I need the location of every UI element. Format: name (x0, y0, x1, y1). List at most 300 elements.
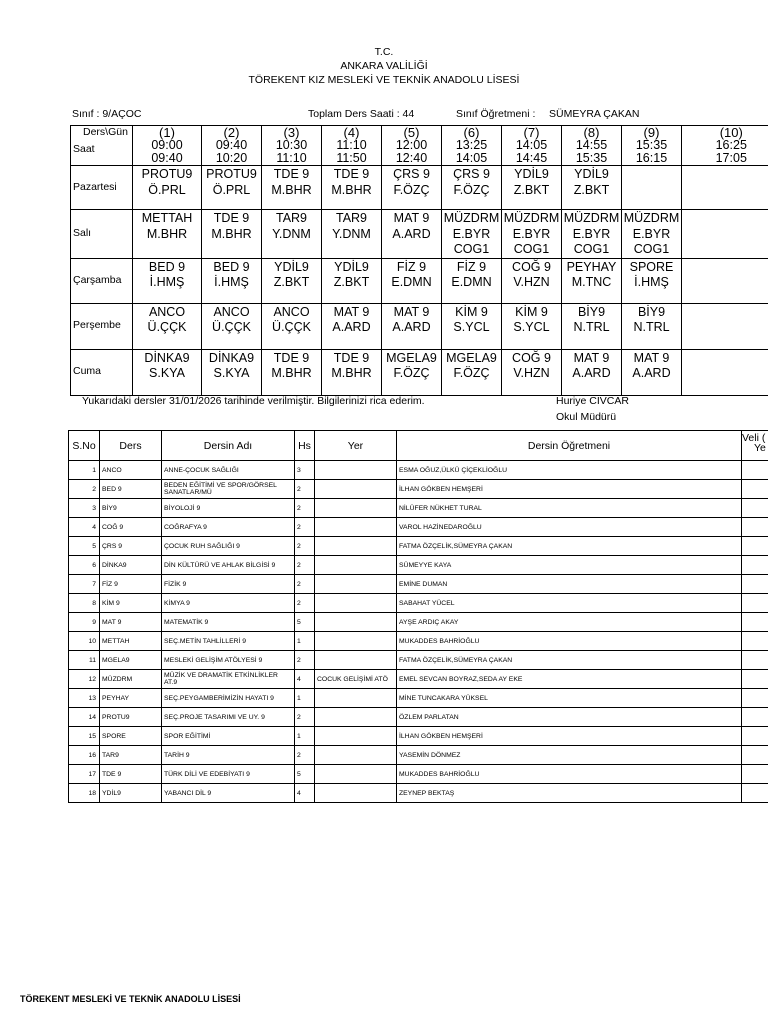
course-number: 2 (69, 480, 100, 499)
course-hours: 2 (295, 746, 315, 765)
course-name: BİYOLOJİ 9 (162, 499, 295, 518)
course-name: MÜZİK VE DRAMATİK ETKİNLİKLER AT.9 (162, 670, 295, 689)
course-place (315, 518, 397, 537)
timetable-day-row (71, 258, 768, 303)
lesson-cell (382, 258, 442, 303)
period-header (622, 126, 682, 166)
course-code: DİNKA9 (100, 556, 162, 575)
course-code: BED 9 (100, 480, 162, 499)
parent-signature-cell (742, 784, 768, 803)
lesson-teacher: Z.BKT (513, 182, 550, 197)
lesson-code: PEYHAY (566, 259, 617, 274)
course-code: PROTU9 (100, 708, 162, 727)
course-number: 4 (69, 518, 100, 537)
period-header (562, 126, 622, 166)
course-row (69, 518, 768, 537)
header-course-name: Dersin Adı (162, 431, 295, 461)
course-name: ANNE-ÇOCUK SAĞLIĞI (162, 461, 295, 480)
lesson-cell (682, 210, 768, 259)
lesson-teacher: İ.HMŞ (149, 275, 185, 289)
course-name: DİN KÜLTÜRÜ VE AHLAK BİLGİSİ 9 (162, 556, 295, 575)
lesson-teacher: E.DMN (451, 275, 492, 289)
lesson-code: TDE 9 (273, 350, 310, 365)
course-number: 10 (69, 632, 100, 651)
course-hours: 4 (295, 784, 315, 803)
lesson-teacher: S.YCL (513, 320, 550, 334)
course-code: BİY9 (100, 499, 162, 518)
lesson-cell (133, 258, 202, 303)
lesson-cell (262, 349, 322, 395)
course-number: 5 (69, 537, 100, 556)
period-start: 16:25 (715, 138, 747, 152)
course-name: MESLEKİ GELİŞİM ATÖLYESİ 9 (162, 651, 295, 670)
course-teacher: SABAHAT YÜCEL (397, 594, 742, 613)
course-teacher: ESMA OĞUZ,ÜLKÜ ÇİÇEKLİOĞLU (397, 461, 742, 480)
timetable-header-row (71, 126, 768, 166)
course-number: 17 (69, 765, 100, 784)
course-hours: 1 (295, 632, 315, 651)
parent-signature-cell (742, 613, 768, 632)
period-header (262, 126, 322, 166)
lesson-cell (442, 166, 502, 210)
timetable-day-row (71, 166, 768, 210)
course-code: ANCO (100, 461, 162, 480)
lesson-code: DİNKA9 (144, 350, 190, 365)
lesson-code: COĞ 9 (512, 259, 551, 274)
header-teacher: Dersin Öğretmeni (397, 431, 742, 461)
lesson-teacher: S.KYA (213, 366, 250, 380)
lesson-cell (682, 258, 768, 303)
corner-hour: Saat (73, 143, 95, 155)
period-end: 09:40 (151, 150, 183, 165)
course-hours: 3 (295, 461, 315, 480)
course-row (69, 594, 768, 613)
lesson-cell (622, 166, 682, 210)
timetable-day-row (71, 303, 768, 349)
lesson-code: MÜZDRM (563, 211, 620, 225)
course-hours: 2 (295, 575, 315, 594)
lesson-code: YDİL9 (514, 167, 549, 181)
parent-signature-cell (742, 651, 768, 670)
day-name: Çarşamba (71, 258, 133, 303)
course-place (315, 651, 397, 670)
lesson-code: YDİL9 (334, 259, 369, 274)
lesson-code: MÜZDRM (503, 211, 560, 225)
lesson-cell (382, 303, 442, 349)
period-end: 17:05 (715, 150, 747, 165)
period-number: (9) (643, 125, 660, 140)
lesson-cell (442, 303, 502, 349)
lesson-teacher: F.ÖZÇ (393, 366, 430, 380)
lesson-code: FİZ 9 (456, 259, 487, 274)
course-place (315, 632, 397, 651)
lesson-code: MÜZDRM (623, 211, 680, 225)
period-start: 14:55 (575, 138, 608, 152)
lesson-teacher: M.BHR (271, 366, 312, 380)
course-teacher: İLHAN GÖKBEN HEMŞERİ (397, 480, 742, 499)
course-number: 3 (69, 499, 100, 518)
course-row (69, 746, 768, 765)
lesson-code: MAT 9 (633, 350, 670, 365)
course-teacher: İLHAN GÖKBEN HEMŞERİ (397, 727, 742, 746)
course-number: 6 (69, 556, 100, 575)
course-teacher: ÖZLEM PARLATAN (397, 708, 742, 727)
course-number: 18 (69, 784, 100, 803)
course-row (69, 575, 768, 594)
lesson-cell (562, 210, 622, 259)
lesson-cell (133, 303, 202, 349)
lesson-cell (133, 349, 202, 395)
lesson-teacher: E.DMN (391, 275, 432, 289)
lesson-code: MAT 9 (393, 304, 430, 319)
lesson-teacher: Ü.ÇÇK (272, 320, 311, 334)
lesson-cell (502, 210, 562, 259)
header-place: Yer (315, 431, 397, 461)
lesson-teacher: A.ARD (332, 320, 371, 334)
course-name: TARİH 9 (162, 746, 295, 765)
lesson-code: KİM 9 (515, 304, 548, 319)
parent-signature-cell (742, 556, 768, 575)
timetable-day-row (71, 349, 768, 395)
lesson-code: ANCO (148, 304, 186, 319)
lesson-teacher: Ü.ÇÇK (212, 320, 251, 334)
lesson-cell (622, 349, 682, 395)
lesson-cell (502, 166, 562, 210)
parent-signature-cell (742, 689, 768, 708)
lesson-cell (682, 166, 768, 210)
course-code: FİZ 9 (100, 575, 162, 594)
period-header (682, 126, 768, 166)
lesson-cell (442, 258, 502, 303)
lesson-code: SPORE (629, 259, 674, 274)
lesson-cell (442, 210, 502, 259)
lesson-teacher: N.TRL (633, 320, 670, 334)
course-code: TDE 9 (100, 765, 162, 784)
course-row (69, 461, 768, 480)
course-number: 15 (69, 727, 100, 746)
course-code: KİM 9 (100, 594, 162, 613)
course-name: SEÇ.METİN TAHLİLLERİ 9 (162, 632, 295, 651)
day-name: Pazartesi (71, 166, 133, 210)
lesson-cell (442, 349, 502, 395)
lesson-code: BED 9 (213, 259, 250, 274)
class-teacher-name: SÜMEYRA ÇAKAN (549, 108, 640, 120)
course-teacher: VAROL HAZİNEDAROĞLU (397, 518, 742, 537)
lesson-cell (202, 349, 262, 395)
course-hours: 1 (295, 727, 315, 746)
lesson-cell (562, 258, 622, 303)
course-row (69, 632, 768, 651)
course-name: SPOR EĞİTİMİ (162, 727, 295, 746)
lesson-group: COG1 (513, 242, 550, 256)
course-teacher: EMEL SEVCAN BOYRAZ,SEDA AY EKE (397, 670, 742, 689)
lesson-cell (682, 349, 768, 395)
period-number: (3) (283, 125, 300, 140)
lesson-code: MGELA9 (446, 350, 497, 365)
course-teacher: EMİNE DUMAN (397, 575, 742, 594)
lesson-cell (322, 349, 382, 395)
footer-school-name: TÖREKENT MESLEKİ VE TEKNİK ANADOLU LİSESİ (20, 994, 241, 1004)
lesson-teacher: E.BYR (452, 226, 491, 241)
course-row (69, 708, 768, 727)
course-code: METTAH (100, 632, 162, 651)
course-code: COĞ 9 (100, 518, 162, 537)
lesson-teacher: S.YCL (453, 320, 490, 334)
course-place (315, 765, 397, 784)
course-teacher: FATMA ÖZÇELİK,SÜMEYRA ÇAKAN (397, 651, 742, 670)
lesson-cell (622, 258, 682, 303)
course-place (315, 727, 397, 746)
lesson-teacher: M.BHR (331, 366, 372, 380)
parent-signature-cell (742, 461, 768, 480)
lesson-cell (562, 166, 622, 210)
period-number: (7) (523, 125, 540, 140)
day-name: Cuma (71, 349, 133, 395)
period-end: 16:15 (635, 150, 668, 165)
period-number: (2) (223, 125, 240, 140)
course-hours: 2 (295, 499, 315, 518)
lesson-group: COG1 (573, 242, 610, 256)
lesson-code: PROTU9 (141, 167, 193, 181)
course-teacher: AYŞE ARDIÇ AKAY (397, 613, 742, 632)
lesson-code: ANCO (213, 304, 250, 319)
lesson-code: TDE 9 (333, 167, 370, 181)
course-row (69, 670, 768, 689)
lesson-code: TDE 9 (273, 167, 310, 181)
course-place (315, 784, 397, 803)
lesson-cell (322, 303, 382, 349)
course-list-table (68, 430, 768, 803)
course-row (69, 727, 768, 746)
course-number: 14 (69, 708, 100, 727)
lesson-teacher: Y.DNM (272, 226, 311, 241)
course-row (69, 499, 768, 518)
header-parent-line2: Ye (754, 442, 766, 454)
lesson-teacher: Z.BKT (573, 182, 610, 197)
course-code: MAT 9 (100, 613, 162, 632)
lesson-teacher: V.HZN (513, 366, 550, 380)
header-tc: T.C. (374, 46, 394, 58)
period-end: 14:05 (455, 150, 488, 165)
course-code: SPORE (100, 727, 162, 746)
course-hours: 2 (295, 651, 315, 670)
lesson-cell (382, 166, 442, 210)
course-name: KİMYA 9 (162, 594, 295, 613)
lesson-teacher: N.TRL (573, 320, 610, 334)
course-teacher: SÜMEYYE KAYA (397, 556, 742, 575)
period-number: (8) (583, 125, 600, 140)
lesson-code: ÇRS 9 (393, 167, 430, 181)
parent-signature-cell (742, 594, 768, 613)
period-header (133, 126, 202, 166)
lesson-cell (322, 166, 382, 210)
course-list-header (69, 431, 768, 461)
day-name: Salı (71, 210, 133, 259)
course-hours: 2 (295, 708, 315, 727)
lesson-cell (622, 210, 682, 259)
parent-signature-cell (742, 727, 768, 746)
period-start: 10:30 (275, 138, 308, 152)
lesson-teacher: İ.HMŞ (214, 275, 249, 289)
lesson-cell (133, 210, 202, 259)
course-name: SEÇ.PROJE TASARIMI VE UY. 9 (162, 708, 295, 727)
course-hours: 5 (295, 613, 315, 632)
course-hours: 2 (295, 480, 315, 499)
course-place (315, 537, 397, 556)
period-header (442, 126, 502, 166)
lesson-cell (202, 210, 262, 259)
course-place (315, 556, 397, 575)
lesson-teacher: Ö.PRL (148, 182, 186, 197)
lesson-cell (502, 303, 562, 349)
period-start: 09:40 (215, 138, 248, 152)
course-place (315, 480, 397, 499)
lesson-teacher: E.BYR (572, 226, 611, 241)
course-hours: 4 (295, 670, 315, 689)
lesson-teacher: M.BHR (146, 226, 188, 241)
lesson-teacher: S.KYA (149, 366, 185, 380)
lesson-cell (502, 349, 562, 395)
lesson-teacher: V.HZN (513, 275, 550, 289)
lesson-teacher: İ.HMŞ (634, 275, 669, 289)
period-start: 11:10 (336, 138, 367, 152)
course-row (69, 784, 768, 803)
course-number: 8 (69, 594, 100, 613)
period-end: 14:45 (515, 150, 548, 165)
lesson-code: TAR9 (335, 211, 368, 225)
lesson-cell (562, 349, 622, 395)
lesson-teacher: F.ÖZÇ (453, 366, 490, 380)
course-row (69, 556, 768, 575)
lesson-code: TDE 9 (213, 211, 250, 225)
course-place (315, 461, 397, 480)
lesson-cell (262, 210, 322, 259)
course-row (69, 689, 768, 708)
parent-signature-cell (742, 708, 768, 727)
period-start: 12:00 (395, 138, 428, 152)
lesson-cell (262, 258, 322, 303)
lesson-teacher: Z.BKT (333, 275, 370, 289)
lesson-cell (262, 166, 322, 210)
course-number: 13 (69, 689, 100, 708)
course-name: FİZİK 9 (162, 575, 295, 594)
lesson-cell (382, 210, 442, 259)
header-parent-line1: Veli ( (742, 432, 766, 444)
period-start: 13:25 (455, 138, 488, 152)
course-row (69, 651, 768, 670)
lesson-code: MAT 9 (333, 304, 370, 319)
course-hours: 5 (295, 765, 315, 784)
lesson-teacher: Z.BKT (273, 275, 310, 289)
lesson-cell (562, 303, 622, 349)
period-start: 14:05 (515, 138, 548, 152)
weekly-timetable (70, 125, 768, 396)
principal-title: Okul Müdürü (556, 411, 617, 423)
course-hours: 2 (295, 556, 315, 575)
lesson-teacher: F.ÖZÇ (453, 182, 490, 197)
period-start: 09:00 (151, 138, 183, 152)
period-header (382, 126, 442, 166)
header-parent (742, 431, 768, 461)
course-place: COCUK GELİŞİMİ ATÖ (315, 670, 397, 689)
period-end: 10:20 (215, 150, 248, 165)
period-start: 15:35 (635, 138, 668, 152)
parent-signature-cell (742, 575, 768, 594)
lesson-teacher: E.BYR (512, 226, 551, 241)
course-row (69, 613, 768, 632)
course-number: 11 (69, 651, 100, 670)
course-number: 12 (69, 670, 100, 689)
parent-signature-cell (742, 480, 768, 499)
course-teacher: ZEYNEP BEKTAŞ (397, 784, 742, 803)
lesson-code: TAR9 (275, 211, 308, 225)
lesson-code: BİY9 (637, 304, 666, 319)
course-number: 7 (69, 575, 100, 594)
lesson-cell (133, 166, 202, 210)
course-place (315, 746, 397, 765)
course-teacher: MUKADDES BAHRİOĞLU (397, 632, 742, 651)
lesson-cell (322, 258, 382, 303)
lesson-teacher: M.BHR (271, 182, 312, 197)
parent-signature-cell (742, 746, 768, 765)
course-name: MATEMATİK 9 (162, 613, 295, 632)
period-end: 11:50 (336, 150, 367, 165)
period-header (502, 126, 562, 166)
lesson-code: FİZ 9 (396, 259, 427, 274)
period-header (322, 126, 382, 166)
course-name: SEÇ.PEYGAMBERİMİZİN HAYATI 9 (162, 689, 295, 708)
parent-signature-cell (742, 518, 768, 537)
class-teacher-label: Sınıf Öğretmeni : (456, 108, 536, 120)
period-number: (10) (719, 125, 743, 140)
course-teacher: YASEMİN DÖNMEZ (397, 746, 742, 765)
lesson-cell (382, 349, 442, 395)
total-hours-label: Toplam Ders Saati : 44 (308, 108, 415, 120)
course-code: ÇRS 9 (100, 537, 162, 556)
lesson-teacher: A.ARD (632, 366, 671, 380)
lesson-teacher: A.ARD (572, 366, 611, 380)
header-code: Ders (100, 431, 162, 461)
parent-signature-cell (742, 499, 768, 518)
course-number: 9 (69, 613, 100, 632)
lesson-code: KİM 9 (455, 304, 488, 319)
course-name: BEDEN EĞİTİMİ VE SPOR/GÖRSEL SANATLAR/MÜ (162, 480, 295, 499)
period-number: (4) (343, 125, 360, 140)
course-code: MÜZDRM (100, 670, 162, 689)
lesson-code: YDİL9 (274, 259, 309, 274)
course-teacher: NİLÜFER NÜKHET TURAL (397, 499, 742, 518)
lesson-teacher: A.ARD (392, 320, 431, 334)
course-number: 1 (69, 461, 100, 480)
course-code: PEYHAY (100, 689, 162, 708)
course-place (315, 708, 397, 727)
lesson-cell (202, 303, 262, 349)
parent-signature-cell (742, 632, 768, 651)
principal-name: Huriye CIVCAR (556, 395, 629, 407)
course-name: TÜRK DİLİ VE EDEBİYATI 9 (162, 765, 295, 784)
period-end: 11:10 (276, 150, 307, 165)
course-hours: 2 (295, 594, 315, 613)
course-code: TAR9 (100, 746, 162, 765)
lesson-teacher: E.BYR (632, 226, 671, 241)
lesson-code: MGELA9 (386, 350, 437, 365)
lesson-code: METTAH (141, 211, 193, 225)
period-end: 12:40 (395, 150, 428, 165)
corner-lessons-days: Ders\Gün (83, 126, 128, 138)
course-code: MGELA9 (100, 651, 162, 670)
lesson-teacher: M.TNC (571, 275, 612, 289)
course-row (69, 537, 768, 556)
